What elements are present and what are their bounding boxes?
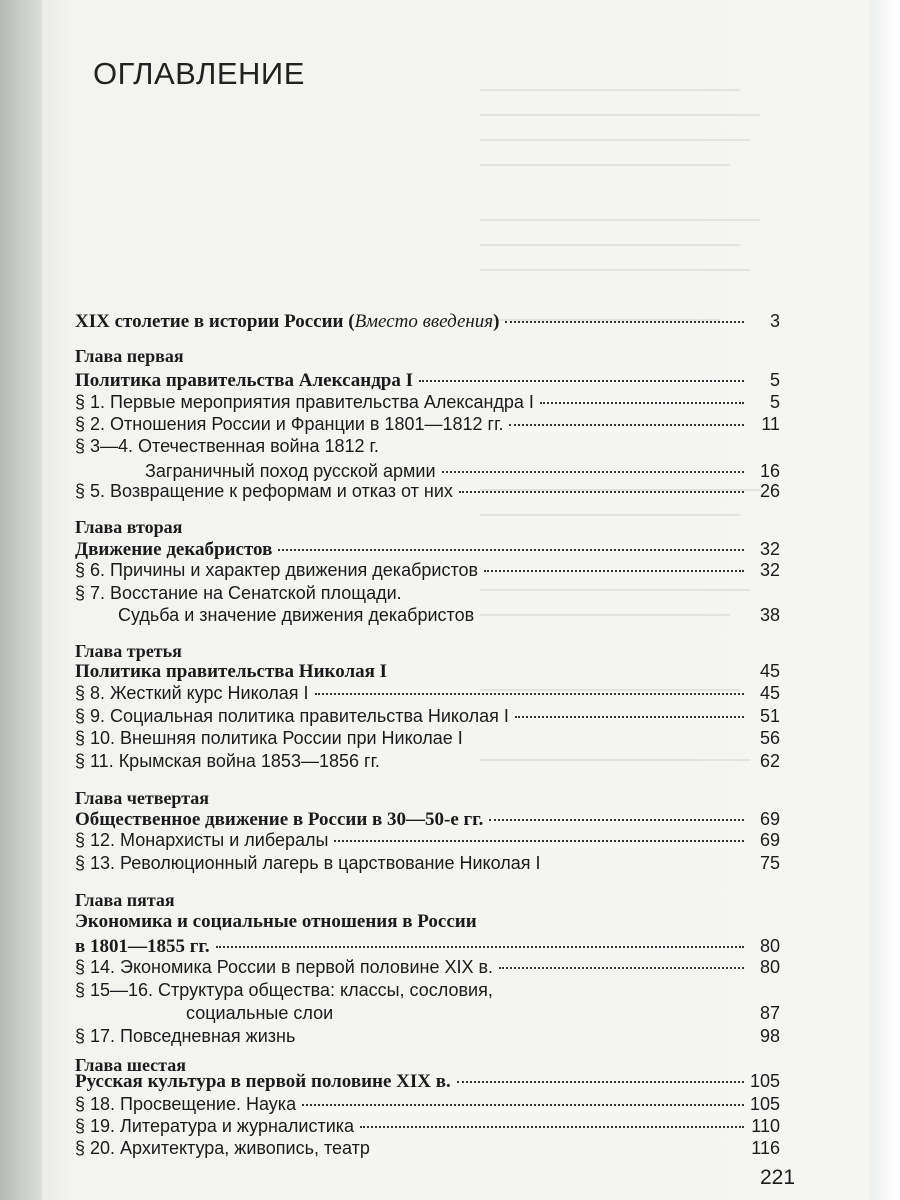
dot-leader — [339, 1013, 744, 1015]
page-ref: 5 — [769, 370, 780, 390]
toc-entry[interactable] — [75, 956, 780, 978]
toc-entry[interactable] — [186, 1002, 780, 1024]
toc-entry[interactable] — [75, 829, 780, 851]
entry-title: § 20. Архитектура, живопись, театр — [75, 1138, 370, 1158]
entry-title: § 8. Жесткий курс Николая I — [75, 683, 309, 703]
entry-title: § 1. Первые мероприятия правительства Александра I — [75, 392, 534, 412]
toc-entry[interactable] — [75, 1093, 780, 1115]
page-ref: 62 — [759, 751, 780, 771]
entry-title: Судьба и значение движения декабристов — [118, 605, 475, 625]
chapter-label: Глава вторая — [75, 517, 183, 537]
entry-title: в 1801—1855 гг. — [75, 936, 210, 957]
dot-leader — [419, 380, 744, 382]
dot-leader — [376, 1148, 744, 1150]
page-ref: 45 — [759, 661, 780, 681]
dot-leader — [484, 570, 744, 572]
entry-title: XIX столетие в истории России ( — [75, 311, 355, 332]
chapter-label: Глава четвертая — [75, 788, 210, 808]
page-ref: 105 — [749, 1094, 780, 1114]
dot-leader — [489, 819, 744, 821]
page-title: ОГЛАВЛЕНИЕ — [93, 56, 305, 91]
page-ref: 5 — [769, 392, 780, 412]
entry-title: Общественное движение в России в 30—50-е гг. — [75, 809, 484, 830]
toc-entry[interactable] — [75, 480, 780, 502]
page-ref: 51 — [759, 706, 780, 726]
dot-leader — [278, 549, 744, 551]
page-ref: 110 — [751, 1116, 780, 1136]
dot-leader — [509, 424, 744, 426]
entry-title: § 9. Социальная политика правительства Николая I — [75, 706, 509, 726]
dot-leader — [334, 840, 744, 842]
dot-leader — [360, 1126, 744, 1128]
toc-entry[interactable] — [75, 1137, 780, 1159]
entry-title: § 14. Экономика России в первой половине XIX в. — [75, 957, 494, 977]
toc-entry-chapter-title[interactable] — [75, 935, 780, 958]
toc-entry[interactable] — [75, 727, 780, 749]
dot-leader — [546, 863, 744, 865]
toc-entry[interactable] — [75, 1025, 780, 1047]
entry-title: Движение декабристов — [75, 539, 273, 560]
dot-leader — [505, 321, 744, 323]
toc-entry-line1[interactable]: § 15—16. Структура общества: классы, сословия, — [75, 980, 493, 1000]
entry-title: § 12. Монархисты и либералы — [75, 830, 329, 850]
toc-entry[interactable] — [118, 604, 780, 626]
chapter-label: Глава первая — [75, 346, 184, 366]
page-number: 221 — [760, 1166, 796, 1189]
entry-title: § 17. Повседневная жизнь — [75, 1026, 296, 1046]
dot-leader — [301, 1036, 744, 1038]
dot-leader — [459, 491, 744, 493]
page-ref: 80 — [759, 936, 780, 956]
entry-title: § 5. Возвращение к реформам и отказ от них — [75, 481, 453, 501]
toc-entry-chapter-title[interactable] — [75, 660, 780, 683]
page-ref: 105 — [749, 1071, 780, 1091]
page-ref: 3 — [769, 311, 780, 331]
toc-entry[interactable] — [145, 460, 780, 482]
entry-title: § 18. Просвещение. Наука — [75, 1094, 297, 1114]
entry-title: § 2. Отношения России и Франции в 1801—1812 гг. — [75, 414, 504, 434]
entry-title: Политика правительства Николая I — [75, 661, 388, 682]
page-ref: 116 — [751, 1138, 780, 1158]
toc-entry[interactable] — [75, 705, 780, 727]
dot-leader — [540, 402, 744, 404]
toc-entry[interactable] — [75, 559, 780, 581]
toc-entry[interactable] — [75, 852, 780, 874]
dot-leader — [480, 615, 744, 617]
page-ref: 11 — [761, 414, 780, 434]
chapter-title-line1[interactable]: Экономика и социальные отношения в России — [75, 911, 477, 932]
dot-leader — [469, 738, 744, 740]
dot-leader — [515, 716, 744, 718]
page-spine-shadow — [0, 0, 42, 1200]
toc-entry-chapter-title[interactable] — [75, 538, 780, 561]
dot-leader — [457, 1081, 744, 1083]
toc-entry-chapter-title[interactable] — [75, 369, 780, 392]
page-ref: 69 — [759, 830, 780, 850]
page-ref: 75 — [759, 853, 780, 873]
dot-leader — [315, 693, 744, 695]
toc-entry[interactable] — [75, 682, 780, 704]
entry-title: Заграничный поход русской армии — [145, 461, 436, 481]
page-ref: 32 — [759, 560, 780, 580]
page-ref: 98 — [759, 1026, 780, 1046]
page-ref: 80 — [759, 957, 780, 977]
entry-title: Русская культура в первой половине XIX в. — [75, 1071, 451, 1092]
toc-entry[interactable] — [75, 413, 780, 435]
entry-title: Политика правительства Александра I — [75, 370, 414, 391]
dot-leader — [216, 946, 744, 948]
dot-leader — [393, 671, 744, 673]
chapter-label: Глава шестая — [75, 1055, 186, 1075]
dot-leader — [499, 967, 744, 969]
entry-title: социальные слои — [186, 1003, 334, 1023]
page-ref: 16 — [759, 461, 780, 481]
page-ref: 87 — [759, 1003, 780, 1023]
toc-entry[interactable] — [75, 391, 780, 413]
page-ref: 69 — [759, 809, 780, 829]
page-right-edge — [870, 0, 900, 1200]
dot-leader — [442, 471, 744, 473]
page-ref: 26 — [759, 481, 780, 501]
toc-entry-line1[interactable]: § 3—4. Отечественная война 1812 г. — [75, 436, 379, 456]
entry-title-italic: Вместо введения — [354, 311, 494, 332]
page-ref: 32 — [759, 539, 780, 559]
toc-entry-line1[interactable]: § 7. Восстание на Сенатской площади. — [75, 583, 402, 603]
entry-title: § 6. Причины и характер движения декабристов — [75, 560, 479, 580]
entry-title-close: ) — [493, 311, 500, 332]
chapter-label: Глава пятая — [75, 890, 175, 910]
toc-entry[interactable] — [75, 1115, 780, 1137]
entry-title: § 11. Крымская война 1853—1856 гг. — [75, 751, 380, 771]
dot-leader — [386, 761, 744, 763]
entry-title: § 19. Литература и журналистика — [75, 1116, 355, 1136]
page-ref: 45 — [759, 683, 780, 703]
toc-entry-intro[interactable] — [75, 310, 780, 333]
entry-title: § 13. Революционный лагерь в царствование Николая I — [75, 853, 541, 873]
toc-entry[interactable] — [75, 750, 780, 772]
dot-leader — [302, 1104, 744, 1106]
chapter-label: Глава третья — [75, 641, 182, 661]
page-ref: 56 — [759, 728, 780, 748]
toc-entry-chapter-title[interactable] — [75, 1070, 780, 1093]
page-ref: 38 — [759, 605, 780, 625]
entry-title: § 10. Внешняя политика России при Николае I — [75, 728, 463, 748]
toc-entry-chapter-title[interactable] — [75, 808, 780, 831]
